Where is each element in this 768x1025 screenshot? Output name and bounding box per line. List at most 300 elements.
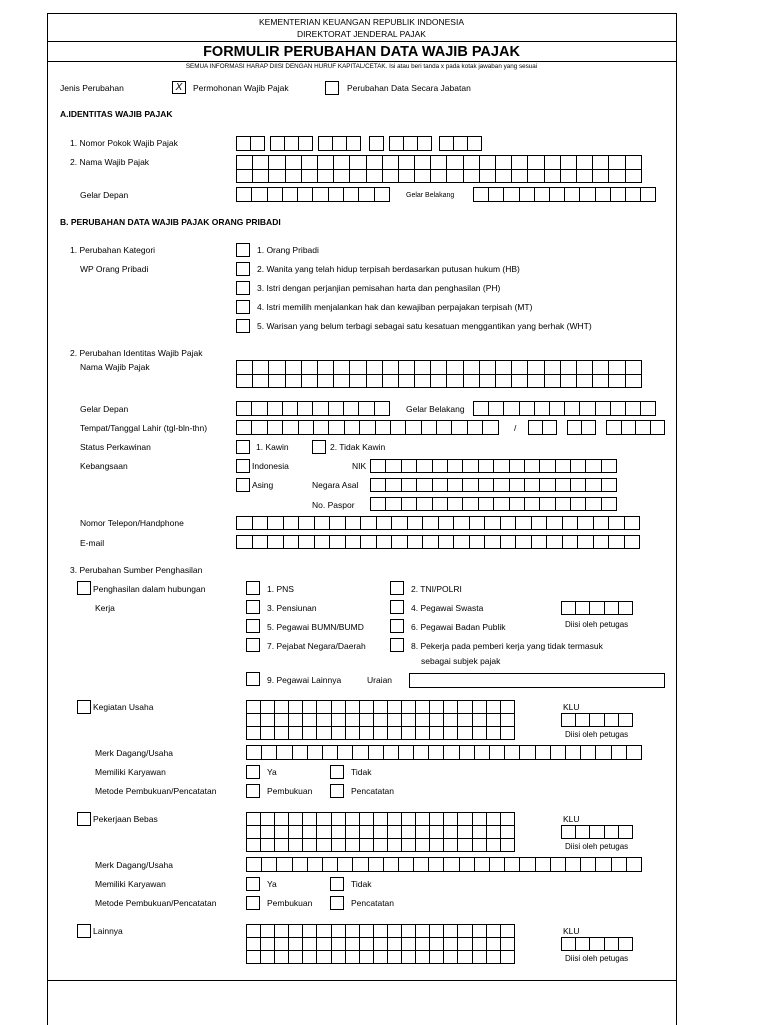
- hubungan-kerja-checkbox[interactable]: [77, 581, 91, 595]
- char-cell[interactable]: [413, 857, 429, 872]
- char-cell[interactable]: [252, 360, 269, 375]
- pembukuan-checkbox-2[interactable]: [246, 896, 260, 910]
- npwp-group-5[interactable]: [389, 136, 432, 151]
- char-cell[interactable]: [486, 924, 501, 938]
- char-cell[interactable]: [432, 478, 448, 492]
- char-cell[interactable]: [447, 459, 463, 473]
- char-cell[interactable]: [316, 950, 331, 964]
- char-cell[interactable]: [246, 812, 261, 826]
- char-cell[interactable]: [401, 950, 416, 964]
- klu-grid-3[interactable]: [561, 937, 633, 951]
- char-cell[interactable]: [438, 535, 455, 549]
- char-cell[interactable]: [302, 812, 317, 826]
- char-cell[interactable]: [331, 937, 346, 951]
- char-cell[interactable]: [331, 726, 346, 740]
- char-cell[interactable]: [580, 745, 596, 760]
- char-cell[interactable]: [531, 535, 548, 549]
- pekerjaan-bebas-grid-row1[interactable]: [246, 812, 515, 826]
- char-cell[interactable]: [298, 516, 315, 530]
- char-cell[interactable]: [604, 713, 619, 727]
- char-cell[interactable]: [360, 516, 377, 530]
- char-cell[interactable]: [333, 360, 350, 375]
- thn-grid[interactable]: [606, 420, 665, 435]
- char-cell[interactable]: [285, 155, 302, 170]
- kategori-checkbox-1[interactable]: [236, 243, 250, 257]
- char-cell[interactable]: [383, 857, 399, 872]
- char-cell[interactable]: [635, 420, 651, 435]
- char-cell[interactable]: [503, 187, 519, 202]
- char-cell[interactable]: [579, 401, 595, 416]
- char-cell[interactable]: [236, 374, 253, 389]
- char-cell[interactable]: [504, 857, 520, 872]
- char-cell[interactable]: [495, 169, 512, 184]
- char-cell[interactable]: [370, 497, 386, 511]
- char-cell[interactable]: [544, 374, 561, 389]
- char-cell[interactable]: [579, 187, 595, 202]
- char-cell[interactable]: [640, 401, 656, 416]
- char-cell[interactable]: [608, 360, 625, 375]
- char-cell[interactable]: [443, 950, 458, 964]
- char-cell[interactable]: [429, 950, 444, 964]
- char-cell[interactable]: [474, 745, 490, 760]
- char-cell[interactable]: [457, 726, 472, 740]
- char-cell[interactable]: [252, 374, 269, 389]
- char-cell[interactable]: [500, 700, 515, 714]
- negara-asal-grid[interactable]: [370, 478, 617, 492]
- char-cell[interactable]: [519, 857, 535, 872]
- char-cell[interactable]: [302, 726, 317, 740]
- char-cell[interactable]: [443, 924, 458, 938]
- swasta-checkbox[interactable]: [390, 600, 404, 614]
- char-cell[interactable]: [544, 155, 561, 170]
- char-cell[interactable]: [524, 478, 540, 492]
- char-cell[interactable]: [453, 516, 470, 530]
- char-cell[interactable]: [385, 459, 401, 473]
- char-cell[interactable]: [611, 857, 627, 872]
- char-cell[interactable]: [463, 155, 480, 170]
- char-cell[interactable]: [604, 937, 619, 951]
- gelar-depan-grid-b[interactable]: [236, 401, 390, 416]
- char-cell[interactable]: [531, 516, 548, 530]
- char-cell[interactable]: [429, 726, 444, 740]
- char-cell[interactable]: [528, 420, 543, 435]
- char-cell[interactable]: [575, 713, 590, 727]
- char-cell[interactable]: [482, 420, 498, 435]
- char-cell[interactable]: [373, 726, 388, 740]
- char-cell[interactable]: [302, 825, 317, 839]
- char-cell[interactable]: [246, 924, 261, 938]
- char-cell[interactable]: [401, 812, 416, 826]
- char-cell[interactable]: [236, 401, 252, 416]
- char-cell[interactable]: [413, 745, 429, 760]
- char-cell[interactable]: [373, 838, 388, 852]
- char-cell[interactable]: [328, 187, 344, 202]
- char-cell[interactable]: [387, 937, 402, 951]
- char-cell[interactable]: [443, 857, 459, 872]
- char-cell[interactable]: [446, 155, 463, 170]
- char-cell[interactable]: [432, 459, 448, 473]
- char-cell[interactable]: [592, 374, 609, 389]
- char-cell[interactable]: [414, 155, 431, 170]
- char-cell[interactable]: [430, 360, 447, 375]
- char-cell[interactable]: [457, 825, 472, 839]
- char-cell[interactable]: [488, 401, 504, 416]
- char-cell[interactable]: [625, 374, 642, 389]
- nama-grid-a-row1[interactable]: [236, 155, 642, 170]
- char-cell[interactable]: [593, 535, 610, 549]
- char-cell[interactable]: [511, 155, 528, 170]
- char-cell[interactable]: [479, 169, 496, 184]
- char-cell[interactable]: [387, 825, 402, 839]
- char-cell[interactable]: [302, 950, 317, 964]
- char-cell[interactable]: [486, 937, 501, 951]
- char-cell[interactable]: [472, 950, 487, 964]
- char-cell[interactable]: [500, 937, 515, 951]
- char-cell[interactable]: [246, 825, 261, 839]
- char-cell[interactable]: [624, 516, 641, 530]
- char-cell[interactable]: [589, 825, 604, 839]
- char-cell[interactable]: [359, 700, 374, 714]
- char-cell[interactable]: [570, 478, 586, 492]
- char-cell[interactable]: [246, 713, 261, 727]
- char-cell[interactable]: [447, 497, 463, 511]
- char-cell[interactable]: [534, 187, 550, 202]
- char-cell[interactable]: [561, 825, 576, 839]
- char-cell[interactable]: [288, 924, 303, 938]
- char-cell[interactable]: [429, 937, 444, 951]
- char-cell[interactable]: [457, 937, 472, 951]
- char-cell[interactable]: [283, 516, 300, 530]
- char-cell[interactable]: [503, 401, 519, 416]
- char-cell[interactable]: [359, 825, 374, 839]
- char-cell[interactable]: [451, 420, 467, 435]
- char-cell[interactable]: [331, 713, 346, 727]
- char-cell[interactable]: [601, 497, 617, 511]
- lainnya-grid-row3[interactable]: [246, 950, 515, 964]
- char-cell[interactable]: [608, 169, 625, 184]
- char-cell[interactable]: [443, 812, 458, 826]
- char-cell[interactable]: [236, 360, 253, 375]
- char-cell[interactable]: [625, 360, 642, 375]
- char-cell[interactable]: [349, 374, 366, 389]
- char-cell[interactable]: [555, 497, 571, 511]
- char-cell[interactable]: [328, 420, 344, 435]
- char-cell[interactable]: [366, 155, 383, 170]
- char-cell[interactable]: [489, 745, 505, 760]
- char-cell[interactable]: [511, 169, 528, 184]
- char-cell[interactable]: [486, 713, 501, 727]
- char-cell[interactable]: [544, 360, 561, 375]
- char-cell[interactable]: [274, 924, 289, 938]
- char-cell[interactable]: [252, 155, 269, 170]
- char-cell[interactable]: [479, 374, 496, 389]
- char-cell[interactable]: [534, 401, 550, 416]
- char-cell[interactable]: [443, 825, 458, 839]
- char-cell[interactable]: [358, 187, 374, 202]
- kategori-checkbox-5[interactable]: [236, 319, 250, 333]
- char-cell[interactable]: [469, 516, 486, 530]
- badan-publik-checkbox[interactable]: [390, 619, 404, 633]
- char-cell[interactable]: [382, 155, 399, 170]
- char-cell[interactable]: [359, 420, 375, 435]
- char-cell[interactable]: [385, 497, 401, 511]
- char-cell[interactable]: [519, 401, 535, 416]
- char-cell[interactable]: [618, 713, 633, 727]
- pejabat-checkbox[interactable]: [246, 638, 260, 652]
- char-cell[interactable]: [415, 726, 430, 740]
- char-cell[interactable]: [500, 950, 515, 964]
- char-cell[interactable]: [576, 155, 593, 170]
- char-cell[interactable]: [500, 726, 515, 740]
- char-cell[interactable]: [373, 812, 388, 826]
- char-cell[interactable]: [236, 420, 252, 435]
- char-cell[interactable]: [621, 420, 637, 435]
- char-cell[interactable]: [595, 401, 611, 416]
- char-cell[interactable]: [457, 924, 472, 938]
- char-cell[interactable]: [500, 535, 517, 549]
- char-cell[interactable]: [345, 516, 362, 530]
- char-cell[interactable]: [274, 937, 289, 951]
- char-cell[interactable]: [274, 812, 289, 826]
- merk-grid-2[interactable]: [246, 857, 642, 872]
- char-cell[interactable]: [576, 374, 593, 389]
- char-cell[interactable]: [446, 360, 463, 375]
- char-cell[interactable]: [349, 360, 366, 375]
- char-cell[interactable]: [260, 812, 275, 826]
- char-cell[interactable]: [463, 374, 480, 389]
- char-cell[interactable]: [349, 169, 366, 184]
- char-cell[interactable]: [527, 155, 544, 170]
- char-cell[interactable]: [387, 838, 402, 852]
- char-cell[interactable]: [463, 360, 480, 375]
- char-cell[interactable]: [474, 857, 490, 872]
- char-cell[interactable]: [500, 812, 515, 826]
- char-cell[interactable]: [459, 745, 475, 760]
- char-cell[interactable]: [268, 155, 285, 170]
- char-cell[interactable]: [429, 825, 444, 839]
- nama-grid-b-row1[interactable]: [236, 360, 642, 375]
- gelar-belakang-grid-b[interactable]: [473, 401, 656, 416]
- char-cell[interactable]: [285, 169, 302, 184]
- char-cell[interactable]: [282, 401, 298, 416]
- char-cell[interactable]: [373, 937, 388, 951]
- char-cell[interactable]: [535, 857, 551, 872]
- char-cell[interactable]: [260, 950, 275, 964]
- char-cell[interactable]: [446, 374, 463, 389]
- char-cell[interactable]: [301, 169, 318, 184]
- char-cell[interactable]: [302, 838, 317, 852]
- char-cell[interactable]: [561, 713, 576, 727]
- char-cell[interactable]: [246, 950, 261, 964]
- char-cell[interactable]: [561, 937, 576, 951]
- kategori-checkbox-2[interactable]: [236, 262, 250, 276]
- char-cell[interactable]: [246, 745, 262, 760]
- char-cell[interactable]: [337, 857, 353, 872]
- char-cell[interactable]: [550, 745, 566, 760]
- char-cell[interactable]: [297, 401, 313, 416]
- char-cell[interactable]: [401, 937, 416, 951]
- char-cell[interactable]: [387, 812, 402, 826]
- pekerjaan-bebas-checkbox[interactable]: [77, 812, 91, 826]
- char-cell[interactable]: [457, 950, 472, 964]
- char-cell[interactable]: [416, 497, 432, 511]
- char-cell[interactable]: [438, 516, 455, 530]
- char-cell[interactable]: [443, 937, 458, 951]
- char-cell[interactable]: [374, 401, 390, 416]
- char-cell[interactable]: [608, 516, 625, 530]
- char-cell[interactable]: [479, 360, 496, 375]
- char-cell[interactable]: [373, 713, 388, 727]
- char-cell[interactable]: [489, 857, 505, 872]
- char-cell[interactable]: [459, 857, 475, 872]
- char-cell[interactable]: [472, 825, 487, 839]
- char-cell[interactable]: [288, 700, 303, 714]
- char-cell[interactable]: [575, 601, 590, 615]
- char-cell[interactable]: [260, 825, 275, 839]
- kegiatan-usaha-grid-row2[interactable]: [246, 713, 515, 727]
- char-cell[interactable]: [292, 857, 308, 872]
- char-cell[interactable]: [428, 857, 444, 872]
- char-cell[interactable]: [274, 726, 289, 740]
- char-cell[interactable]: [414, 360, 431, 375]
- char-cell[interactable]: [376, 516, 393, 530]
- char-cell[interactable]: [509, 478, 525, 492]
- char-cell[interactable]: [322, 745, 338, 760]
- char-cell[interactable]: [575, 825, 590, 839]
- char-cell[interactable]: [260, 838, 275, 852]
- char-cell[interactable]: [366, 169, 383, 184]
- char-cell[interactable]: [414, 169, 431, 184]
- pencatatan-checkbox-2[interactable]: [330, 896, 344, 910]
- char-cell[interactable]: [565, 745, 581, 760]
- char-cell[interactable]: [312, 401, 328, 416]
- char-cell[interactable]: [352, 745, 368, 760]
- char-cell[interactable]: [472, 726, 487, 740]
- char-cell[interactable]: [576, 169, 593, 184]
- char-cell[interactable]: [515, 516, 532, 530]
- char-cell[interactable]: [317, 360, 334, 375]
- char-cell[interactable]: [301, 360, 318, 375]
- char-cell[interactable]: [509, 497, 525, 511]
- char-cell[interactable]: [560, 374, 577, 389]
- char-cell[interactable]: [542, 420, 557, 435]
- char-cell[interactable]: [302, 924, 317, 938]
- char-cell[interactable]: [401, 478, 417, 492]
- char-cell[interactable]: [373, 825, 388, 839]
- char-cell[interactable]: [472, 713, 487, 727]
- char-cell[interactable]: [560, 360, 577, 375]
- char-cell[interactable]: [443, 745, 459, 760]
- char-cell[interactable]: [500, 924, 515, 938]
- char-cell[interactable]: [333, 155, 350, 170]
- char-cell[interactable]: [555, 478, 571, 492]
- char-cell[interactable]: [415, 713, 430, 727]
- char-cell[interactable]: [577, 516, 594, 530]
- char-cell[interactable]: [345, 535, 362, 549]
- char-cell[interactable]: [546, 535, 563, 549]
- char-cell[interactable]: [268, 374, 285, 389]
- char-cell[interactable]: [382, 374, 399, 389]
- char-cell[interactable]: [322, 857, 338, 872]
- nama-grid-a-row2[interactable]: [236, 169, 642, 184]
- char-cell[interactable]: [592, 360, 609, 375]
- char-cell[interactable]: [472, 838, 487, 852]
- char-cell[interactable]: [373, 924, 388, 938]
- char-cell[interactable]: [549, 401, 565, 416]
- npwp-group-2[interactable]: [270, 136, 313, 151]
- char-cell[interactable]: [415, 950, 430, 964]
- karyawan-tidak-checkbox-2[interactable]: [330, 877, 344, 891]
- char-cell[interactable]: [443, 700, 458, 714]
- char-cell[interactable]: [268, 169, 285, 184]
- char-cell[interactable]: [429, 713, 444, 727]
- char-cell[interactable]: [316, 713, 331, 727]
- char-cell[interactable]: [462, 497, 478, 511]
- char-cell[interactable]: [473, 187, 489, 202]
- char-cell[interactable]: [344, 420, 360, 435]
- karyawan-ya-checkbox-1[interactable]: [246, 765, 260, 779]
- char-cell[interactable]: [415, 700, 430, 714]
- char-cell[interactable]: [314, 535, 331, 549]
- char-cell[interactable]: [606, 420, 622, 435]
- char-cell[interactable]: [251, 420, 267, 435]
- char-cell[interactable]: [446, 169, 463, 184]
- char-cell[interactable]: [333, 169, 350, 184]
- pegawai-lainnya-checkbox[interactable]: [246, 672, 260, 686]
- char-cell[interactable]: [486, 825, 501, 839]
- klu-grid-1[interactable]: [561, 713, 633, 727]
- char-cell[interactable]: [274, 700, 289, 714]
- char-cell[interactable]: [370, 459, 386, 473]
- klu-grid-2[interactable]: [561, 825, 633, 839]
- char-cell[interactable]: [267, 516, 284, 530]
- kategori-checkbox-3[interactable]: [236, 281, 250, 295]
- char-cell[interactable]: [405, 420, 421, 435]
- char-cell[interactable]: [359, 713, 374, 727]
- char-cell[interactable]: [562, 516, 579, 530]
- char-cell[interactable]: [493, 459, 509, 473]
- char-cell[interactable]: [416, 459, 432, 473]
- char-cell[interactable]: [387, 713, 402, 727]
- char-cell[interactable]: [251, 401, 267, 416]
- char-cell[interactable]: [479, 155, 496, 170]
- char-cell[interactable]: [288, 825, 303, 839]
- char-cell[interactable]: [429, 812, 444, 826]
- permohonan-checkbox[interactable]: X: [172, 81, 186, 94]
- char-cell[interactable]: [473, 401, 489, 416]
- char-cell[interactable]: [329, 535, 346, 549]
- char-cell[interactable]: [555, 459, 571, 473]
- char-cell[interactable]: [398, 169, 415, 184]
- char-cell[interactable]: [267, 420, 283, 435]
- char-cell[interactable]: [366, 374, 383, 389]
- pekerjaan-bebas-grid-row3[interactable]: [246, 838, 515, 852]
- char-cell[interactable]: [288, 812, 303, 826]
- char-cell[interactable]: [301, 155, 318, 170]
- char-cell[interactable]: [345, 937, 360, 951]
- kegiatan-usaha-checkbox[interactable]: [77, 700, 91, 714]
- char-cell[interactable]: [560, 155, 577, 170]
- char-cell[interactable]: [236, 535, 253, 549]
- char-cell[interactable]: [314, 516, 331, 530]
- bln-grid[interactable]: [567, 420, 596, 435]
- tidak-kawin-checkbox[interactable]: [312, 440, 326, 454]
- char-cell[interactable]: [398, 745, 414, 760]
- char-cell[interactable]: [366, 360, 383, 375]
- char-cell[interactable]: [317, 155, 334, 170]
- char-cell[interactable]: [359, 838, 374, 852]
- char-cell[interactable]: [349, 155, 366, 170]
